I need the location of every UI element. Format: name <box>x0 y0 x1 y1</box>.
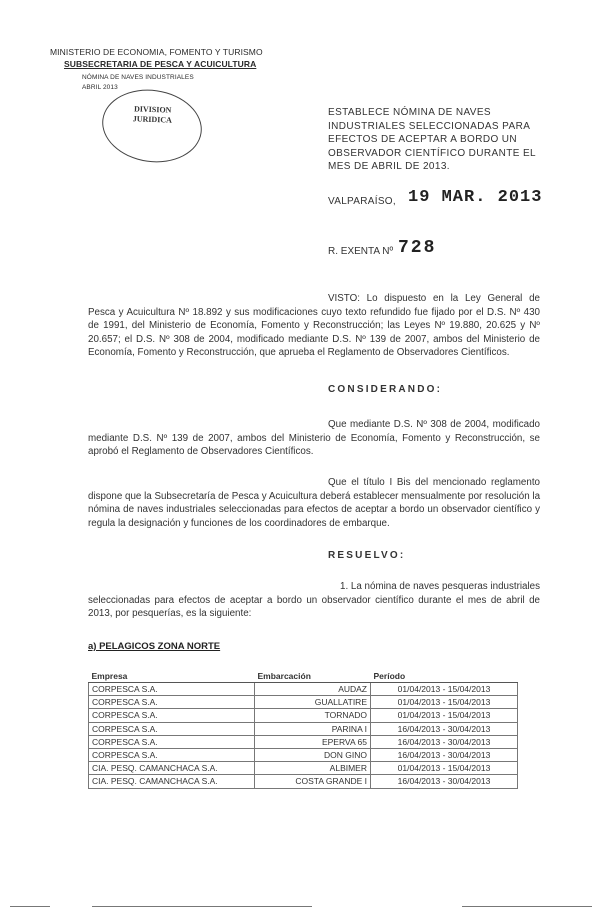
table-row <box>89 696 518 709</box>
cell-empresa: CORPESCA S.A. <box>89 683 255 696</box>
cell-empresa: CORPESCA S.A. <box>89 696 255 709</box>
pelagicos-zona-norte-heading: a) PELAGICOS ZONA NORTE <box>88 641 221 652</box>
resolution-number: 728 <box>398 238 437 258</box>
resolution-label: R. EXENTA Nº <box>328 246 394 257</box>
cell-empresa: CIA. PESQ. CAMANCHACA S.A. <box>89 775 255 788</box>
stamp-line2: JURIDICA <box>132 114 173 125</box>
subsecretaria-name: SUBSECRETARIA DE PESCA Y ACUICULTURA <box>64 59 257 69</box>
visto-paragraph: VISTO: Lo dispuesto en la Ley General de Pesca y Acuicultura Nº 18.892 y sus modificaciones cuyo texto refundido fue fijado por el D.S. Nº 430 de 1991, del Ministerio de Economía, Fomento y Reconstrucción; las Leyes Nº 19.880, 20.625 y Nº 20.657; el D.S. Nº 308 de 2004, modificado mediante D.S. Nº 139 de 2007, ambos del Ministerio de Economía, Fomento y Reconstrucción, que aprueba el Reglamento de Observadores Científicos. <box>88 293 540 359</box>
cell-periodo: 16/04/2013 - 30/04/2013 <box>371 722 518 735</box>
division-juridica-stamp <box>97 83 206 168</box>
cell-embarcacion: EPERVA 65 <box>255 735 371 748</box>
cell-embarcacion: DON GINO <box>255 748 371 761</box>
header-line3: NÓMINA DE NAVES INDUSTRIALES <box>82 74 194 81</box>
cell-embarcacion: COSTA GRANDE I <box>255 775 371 788</box>
cell-empresa: CORPESCA S.A. <box>89 722 255 735</box>
cell-embarcacion: ALBIMER <box>255 762 371 775</box>
cell-empresa: CORPESCA S.A. <box>89 709 255 722</box>
considerando-heading: CONSIDERANDO: <box>328 384 443 395</box>
cell-periodo: 16/04/2013 - 30/04/2013 <box>371 748 518 761</box>
cell-periodo: 01/04/2013 - 15/04/2013 <box>371 709 518 722</box>
table-row <box>89 735 518 748</box>
footer-rule-middle <box>92 906 312 907</box>
table-row <box>89 748 518 761</box>
cell-periodo: 01/04/2013 - 15/04/2013 <box>371 762 518 775</box>
cell-periodo: 16/04/2013 - 30/04/2013 <box>371 775 518 788</box>
place-label: VALPARAÍSO, <box>328 196 396 207</box>
cell-embarcacion: GUALLATIRE <box>255 696 371 709</box>
cell-embarcacion: AUDAZ <box>255 683 371 696</box>
table-row <box>89 709 518 722</box>
cell-periodo: 01/04/2013 - 15/04/2013 <box>371 683 518 696</box>
col-empresa: Empresa <box>89 670 255 683</box>
cell-empresa: CORPESCA S.A. <box>89 735 255 748</box>
table-row <box>89 762 518 775</box>
considerando-1: Que mediante D.S. Nº 308 de 2004, modificado mediante D.S. Nº 139 de 2007, ambos del Ministerio de Economía, Fomento y Reconstrucción, se aprobó el Reglamento de Observadores Científicos. <box>88 419 540 458</box>
cell-periodo: 01/04/2013 - 15/04/2013 <box>371 696 518 709</box>
stamp-text <box>130 104 175 126</box>
ministry-name: MINISTERIO DE ECONOMIA, FOMENTO Y TURISMO <box>50 47 263 57</box>
resuelvo-1: 1. La nómina de naves pesqueras industriales seleccionadas para efectos de aceptar a bordo un observador científico durante el mes de abril de 2013, por pesquerías, es la siguiente: <box>88 581 540 620</box>
considerando-2: Que el título I Bis del mencionado reglamento dispone que la Subsecretaría de Pesca y Acuicultura deberá establecer mensualmente por resolución la nómina de naves industriales seleccionadas para efectos de aceptar a bordo un observador científico y regula la designación y funciones de los coordinadores de embarque. <box>88 477 541 529</box>
stamp-line1: DIVISION <box>133 104 172 115</box>
table-row <box>89 775 518 788</box>
cell-embarcacion: PARINA I <box>255 722 371 735</box>
handwritten-date: 19 MAR. 2013 <box>408 188 543 207</box>
table-body <box>89 683 518 789</box>
col-embarcacion: Embarcación <box>255 670 371 683</box>
cell-embarcacion: TORNADO <box>255 709 371 722</box>
cell-periodo: 16/04/2013 - 30/04/2013 <box>371 735 518 748</box>
footer-rule-left <box>10 906 50 907</box>
footer-rule-right <box>462 906 592 907</box>
nomina-table <box>88 670 518 789</box>
resuelvo-heading: RESUELVO: <box>328 550 406 561</box>
cell-empresa: CIA. PESQ. CAMANCHACA S.A. <box>89 762 255 775</box>
cell-empresa: CORPESCA S.A. <box>89 748 255 761</box>
table-row <box>89 683 518 696</box>
table-header-row <box>89 670 518 683</box>
document-title: ESTABLECE NÓMINA DE NAVES INDUSTRIALES SELECCIONADAS PARA EFECTOS DE ACEPTAR A BORDO UN OBSERVADOR CIENTÍFICO DURANTE EL MES DE ABRIL DE 2013. <box>328 107 536 172</box>
col-periodo: Período <box>371 670 518 683</box>
header-line4: ABRIL 2013 <box>82 84 118 91</box>
table-row <box>89 722 518 735</box>
